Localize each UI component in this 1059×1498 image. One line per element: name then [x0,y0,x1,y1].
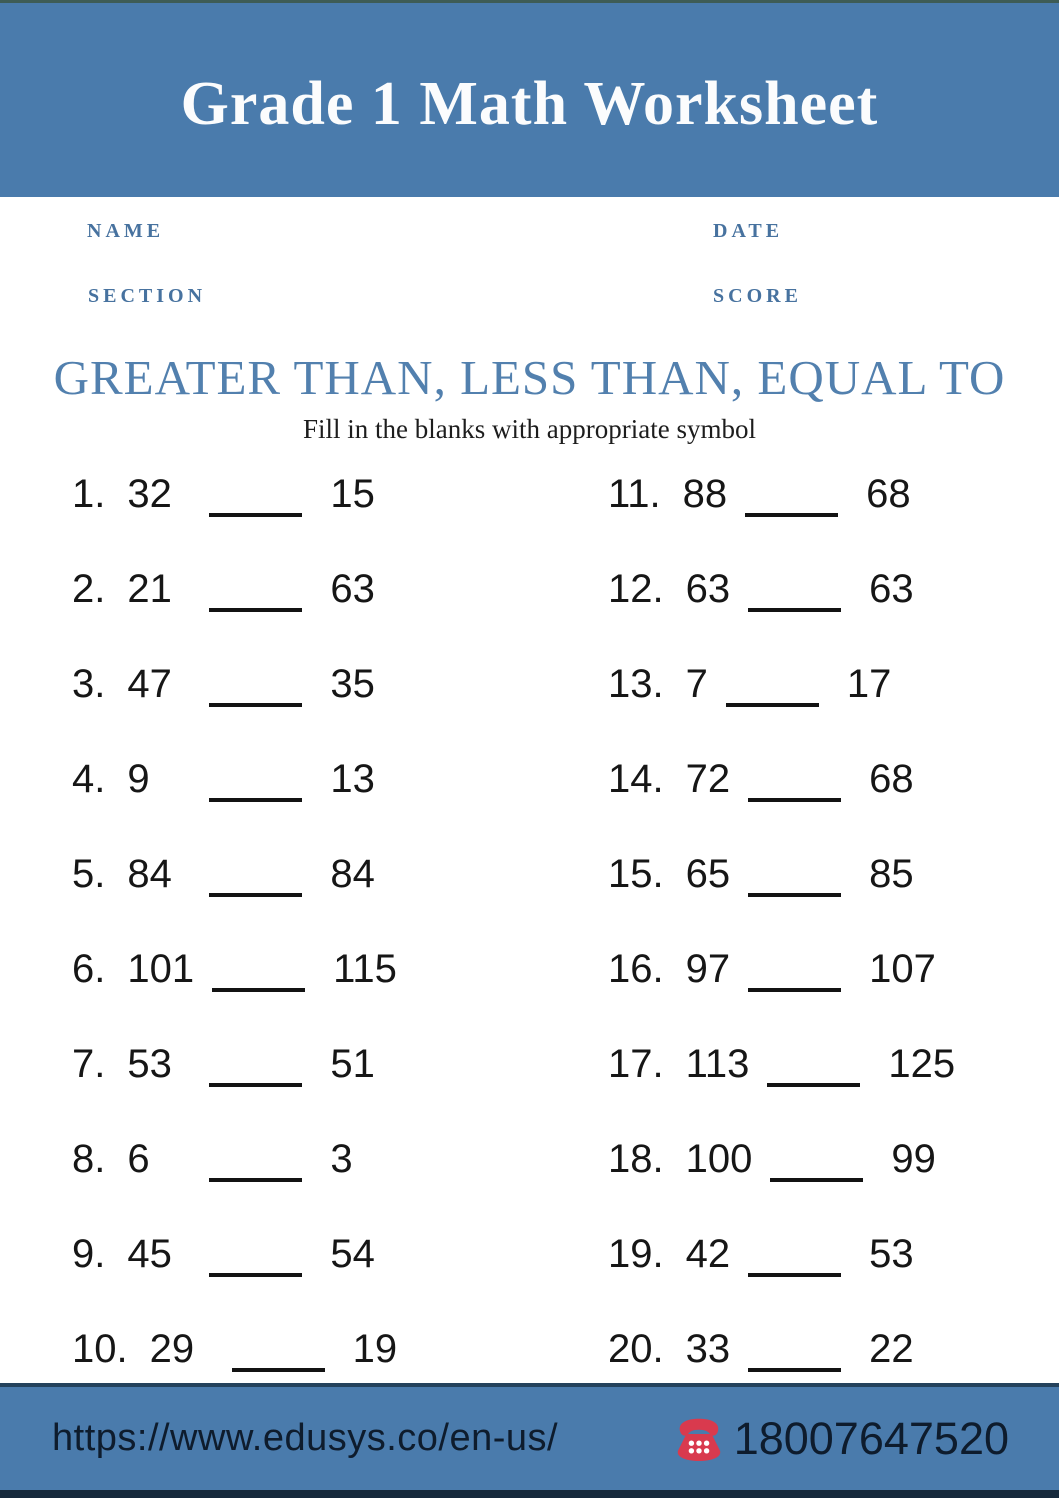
answer-blank[interactable] [748,757,841,802]
page-title: Grade 1 Math Worksheet [180,70,879,138]
right-operand: 54 [330,1232,375,1276]
problem-row [608,1042,1039,1137]
right-operand: 35 [330,662,375,706]
left-operand: 72 [685,757,731,801]
answer-blank[interactable] [748,852,841,897]
right-operand: 22 [869,1327,914,1371]
left-operand: 7 [685,662,708,706]
left-operand: 42 [685,1232,731,1276]
right-operand: 53 [869,1232,914,1276]
score-label: SCORE [713,285,802,307]
footer-bar [0,1383,1059,1498]
right-operand: 68 [866,472,911,516]
left-operand: 84 [127,852,172,896]
right-operand: 19 [352,1327,398,1371]
problem-row [72,1232,608,1327]
left-operand: 88 [682,472,728,516]
left-operand: 6 [127,1137,150,1181]
problem-number: 2. [72,567,106,611]
problem-row [608,472,1039,567]
answer-blank[interactable] [748,947,841,992]
left-operand: 45 [127,1232,172,1276]
problem-row [72,1042,608,1137]
problem-row [72,567,608,662]
right-operand: 99 [891,1137,936,1181]
right-operand: 84 [330,852,375,896]
problem-number: 14. [608,757,664,801]
left-operand: 65 [685,852,731,896]
problem-number: 3. [72,662,106,706]
right-operand: 63 [330,567,375,611]
problems-column-left [72,472,608,1422]
problem-number: 12. [608,567,664,611]
problem-number: 10. [72,1327,128,1371]
answer-blank[interactable] [770,1137,863,1182]
problem-number: 7. [72,1042,106,1086]
problem-number: 11. [608,472,661,516]
answer-blank[interactable] [209,757,302,802]
left-operand: 100 [685,1137,753,1181]
left-operand: 113 [685,1042,750,1086]
problem-number: 18. [608,1137,664,1181]
answer-blank[interactable] [209,567,302,612]
problem-row [72,947,608,1042]
left-operand: 53 [127,1042,172,1086]
worksheet-subtitle: Fill in the blanks with appropriate symbol [303,414,756,444]
right-operand: 51 [330,1042,375,1086]
problem-row [72,852,608,947]
problem-number: 8. [72,1137,106,1181]
right-operand: 13 [330,757,375,801]
left-operand: 29 [149,1327,195,1371]
problem-number: 16. [608,947,664,991]
left-operand: 97 [685,947,731,991]
header-banner [0,0,1059,197]
answer-blank[interactable] [209,1042,302,1087]
right-operand: 63 [869,567,914,611]
answer-blank[interactable] [209,1232,302,1277]
right-operand: 115 [333,947,397,991]
left-operand: 101 [127,947,195,991]
problem-row [72,662,608,757]
left-operand: 47 [127,662,172,706]
problem-number: 9. [72,1232,106,1276]
answer-blank[interactable] [232,1327,325,1372]
problem-number: 6. [72,947,106,991]
problem-number: 5. [72,852,106,896]
problem-number: 1. [72,472,106,516]
answer-blank[interactable] [212,947,305,992]
left-operand: 21 [127,567,172,611]
answer-blank[interactable] [209,662,302,707]
answer-blank[interactable] [748,1327,841,1372]
right-operand: 85 [869,852,914,896]
answer-blank[interactable] [767,1042,860,1087]
worksheet-title: GREATER THAN, LESS THAN, EQUAL TO [53,350,1006,405]
problem-row [608,757,1039,852]
problem-row [72,472,608,567]
answer-blank[interactable] [726,662,819,707]
problem-row [608,567,1039,662]
problems-grid [72,472,1039,1422]
problem-row [608,1232,1039,1327]
right-operand: 15 [330,472,375,516]
problem-number: 19. [608,1232,664,1276]
left-operand: 32 [127,472,172,516]
problems-column-right [608,472,1039,1422]
right-operand: 125 [888,1042,956,1086]
answer-blank[interactable] [745,472,838,517]
problem-number: 13. [608,662,664,706]
problem-row [608,1137,1039,1232]
problem-row [72,1137,608,1232]
problem-row [608,662,1039,757]
right-operand: 68 [869,757,914,801]
footer-phone-group [672,1412,1009,1466]
problem-row [608,947,1039,1042]
left-operand: 9 [127,757,150,801]
left-operand: 33 [685,1327,731,1371]
problem-number: 15. [608,852,664,896]
answer-blank[interactable] [209,852,302,897]
right-operand: 17 [846,662,892,706]
problem-number: 4. [72,757,106,801]
answer-blank[interactable] [748,567,841,612]
left-operand: 63 [685,567,731,611]
footer-url-link[interactable]: https://www.edusys.co/en-us/ [52,1417,559,1459]
problem-number: 17. [608,1042,664,1086]
answer-blank[interactable] [748,1232,841,1277]
problem-row [608,852,1039,947]
right-operand: 3 [330,1137,353,1181]
answer-blank[interactable] [209,472,302,517]
name-label: NAME [87,220,165,242]
section-label: SECTION [88,285,207,307]
date-label: DATE [713,220,784,242]
right-operand: 107 [869,947,936,991]
problem-number: 20. [608,1327,664,1371]
footer-phone-number: 18007647520 [733,1412,1009,1464]
answer-blank[interactable] [209,1137,302,1182]
telephone-icon [672,1412,726,1466]
problem-row [72,757,608,852]
